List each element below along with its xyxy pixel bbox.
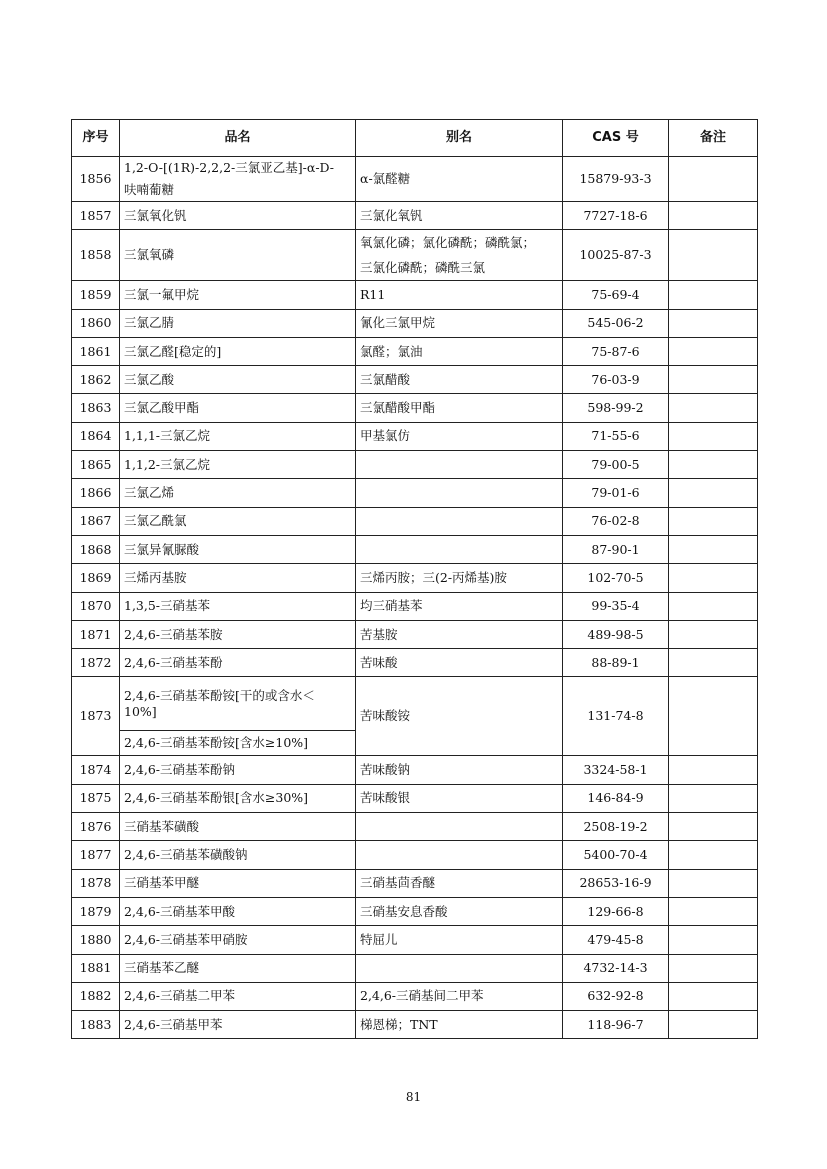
row-note (669, 394, 758, 422)
row-name-line: 呋喃葡糖 (124, 182, 175, 197)
row-cas: 489-98-5 (563, 620, 669, 648)
row-alias: R11 (356, 281, 563, 309)
row-note (669, 202, 758, 230)
table-row (72, 649, 758, 677)
row-note (669, 841, 758, 869)
row-name: 三氯乙酸甲酯 (120, 394, 356, 422)
row-no: 1880 (72, 926, 120, 954)
row-alias: 2,4,6-三硝基间二甲苯 (356, 982, 563, 1010)
row-name: 2,4,6-三硝基苯磺酸钠 (120, 841, 356, 869)
row-alias: 三硝基茴香醚 (356, 869, 563, 897)
row-name: 三氯氧磷 (120, 230, 356, 281)
table-row (72, 841, 758, 869)
row-no: 1873 (72, 677, 120, 756)
table-row (72, 926, 758, 954)
row-note (669, 756, 758, 784)
row-note (669, 649, 758, 677)
table-row (72, 451, 758, 479)
table-row (72, 869, 758, 897)
row-cas: 79-00-5 (563, 451, 669, 479)
row-no: 1857 (72, 202, 120, 230)
table-row (72, 202, 758, 230)
row-note (669, 230, 758, 281)
row-cas: 75-87-6 (563, 337, 669, 365)
row-name (120, 677, 356, 731)
table-row (72, 337, 758, 365)
row-note (669, 337, 758, 365)
row-alias: 苦味酸银 (356, 784, 563, 812)
row-note (669, 982, 758, 1010)
row-alias: 三硝基安息香酸 (356, 897, 563, 925)
row-alias: 三氯醋酸甲酯 (356, 394, 563, 422)
row-cas: 71-55-6 (563, 422, 669, 450)
table-row (72, 366, 758, 394)
row-name: 三氯乙酰氯 (120, 507, 356, 535)
row-no: 1863 (72, 394, 120, 422)
row-alias: 特屈儿 (356, 926, 563, 954)
row-no: 1877 (72, 841, 120, 869)
row-no: 1864 (72, 422, 120, 450)
row-note (669, 366, 758, 394)
row-note (669, 869, 758, 897)
row-no: 1876 (72, 813, 120, 841)
row-name: 1,3,5-三硝基苯 (120, 592, 356, 620)
table-row (72, 564, 758, 592)
chemical-list-table (71, 119, 758, 1039)
table-row (72, 592, 758, 620)
row-cas: 2508-19-2 (563, 813, 669, 841)
table-row (72, 954, 758, 982)
row-no: 1869 (72, 564, 120, 592)
table-row (72, 813, 758, 841)
table-body (72, 157, 758, 1039)
row-alias: 苦基胺 (356, 620, 563, 648)
row-name: 2,4,6-三硝基苯酚 (120, 649, 356, 677)
row-alias (356, 507, 563, 535)
table-row (72, 422, 758, 450)
row-alias: 苦味酸铵 (356, 677, 563, 756)
row-note (669, 784, 758, 812)
row-alias: 甲基氯仿 (356, 422, 563, 450)
table-row (72, 309, 758, 337)
row-name: 三氯乙腈 (120, 309, 356, 337)
row-cas: 10025-87-3 (563, 230, 669, 281)
row-name-sub: 2,4,6-三硝基苯酚铵[含水≥10%] (120, 731, 356, 756)
row-cas: 131-74-8 (563, 677, 669, 756)
row-alias (356, 841, 563, 869)
row-note (669, 620, 758, 648)
row-no: 1872 (72, 649, 120, 677)
row-no: 1858 (72, 230, 120, 281)
row-cas: 545-06-2 (563, 309, 669, 337)
row-cas: 598-99-2 (563, 394, 669, 422)
row-name: 三硝基苯乙醚 (120, 954, 356, 982)
row-cas: 7727-18-6 (563, 202, 669, 230)
row-name: 三氯氧化钒 (120, 202, 356, 230)
row-no: 1882 (72, 982, 120, 1010)
row-alias-line: 氧氯化磷；氯化磷酰；磷酰氯； (360, 235, 536, 251)
table-row (72, 677, 758, 731)
row-no: 1874 (72, 756, 120, 784)
row-no: 1860 (72, 309, 120, 337)
row-name-line: 1,2-O-[(1R)-2,2,2-三氯亚乙基]-α-D- (124, 160, 335, 175)
row-alias-line: 三氯化磷酰；磷酰三氯 (360, 260, 486, 276)
row-note (669, 479, 758, 507)
table-row (72, 897, 758, 925)
row-no: 1879 (72, 897, 120, 925)
row-alias: 氰化三氯甲烷 (356, 309, 563, 337)
row-alias: 苦味酸钠 (356, 756, 563, 784)
header-cas: CAS 号 (563, 120, 669, 157)
row-name: 三硝基苯磺酸 (120, 813, 356, 841)
row-alias: 均三硝基苯 (356, 592, 563, 620)
row-no: 1856 (72, 157, 120, 202)
row-name: 2,4,6-三硝基二甲苯 (120, 982, 356, 1010)
row-no: 1862 (72, 366, 120, 394)
header-note: 备注 (669, 120, 758, 157)
table-row (72, 535, 758, 563)
header-no: 序号 (72, 120, 120, 157)
row-alias: 三烯丙胺；三(2-丙烯基)胺 (356, 564, 563, 592)
row-cas: 88-89-1 (563, 649, 669, 677)
row-cas: 4732-14-3 (563, 954, 669, 982)
row-note (669, 813, 758, 841)
row-alias: 苦味酸 (356, 649, 563, 677)
table-row (72, 230, 758, 281)
row-cas: 15879-93-3 (563, 157, 669, 202)
row-name: 三氯乙酸 (120, 366, 356, 394)
row-alias (356, 813, 563, 841)
table-row (72, 620, 758, 648)
header-alias: 别名 (356, 120, 563, 157)
row-name-line: 10%] (124, 703, 157, 719)
row-cas: 146-84-9 (563, 784, 669, 812)
row-note (669, 157, 758, 202)
row-cas: 5400-70-4 (563, 841, 669, 869)
row-name-line: 2,4,6-三硝基苯酚铵[干的或含水＜ (124, 687, 315, 703)
row-note (669, 1011, 758, 1039)
row-alias (356, 230, 563, 281)
row-no: 1861 (72, 337, 120, 365)
table-row (72, 756, 758, 784)
row-no: 1881 (72, 954, 120, 982)
row-cas: 76-03-9 (563, 366, 669, 394)
row-name: 三氯一氟甲烷 (120, 281, 356, 309)
row-no: 1865 (72, 451, 120, 479)
row-name: 2,4,6-三硝基甲苯 (120, 1011, 356, 1039)
row-alias: α-氯醛糖 (356, 157, 563, 202)
row-alias (356, 451, 563, 479)
table-row (72, 281, 758, 309)
row-name: 2,4,6-三硝基苯酚钠 (120, 756, 356, 784)
row-note (669, 564, 758, 592)
row-alias: 梯恩梯；TNT (356, 1011, 563, 1039)
row-alias: 氯醛；氯油 (356, 337, 563, 365)
table-row (72, 507, 758, 535)
table-row (72, 157, 758, 202)
row-name: 2,4,6-三硝基苯甲酸 (120, 897, 356, 925)
row-cas: 79-01-6 (563, 479, 669, 507)
table-row (72, 982, 758, 1010)
row-alias: 三氯醋酸 (356, 366, 563, 394)
row-no: 1866 (72, 479, 120, 507)
row-name: 三烯丙基胺 (120, 564, 356, 592)
row-cas: 75-69-4 (563, 281, 669, 309)
row-no: 1868 (72, 535, 120, 563)
row-name: 2,4,6-三硝基苯酚银[含水≥30%] (120, 784, 356, 812)
row-cas: 3324-58-1 (563, 756, 669, 784)
row-cas: 129-66-8 (563, 897, 669, 925)
page-number: 81 (405, 1090, 422, 1104)
row-no: 1883 (72, 1011, 120, 1039)
row-no: 1867 (72, 507, 120, 535)
row-note (669, 451, 758, 479)
row-no: 1871 (72, 620, 120, 648)
table-row (72, 1011, 758, 1039)
row-name: 2,4,6-三硝基苯胺 (120, 620, 356, 648)
row-cas: 102-70-5 (563, 564, 669, 592)
row-name (120, 157, 356, 202)
row-cas: 99-35-4 (563, 592, 669, 620)
row-cas: 87-90-1 (563, 535, 669, 563)
row-cas: 76-02-8 (563, 507, 669, 535)
row-cas: 118-96-7 (563, 1011, 669, 1039)
row-no: 1859 (72, 281, 120, 309)
row-name: 三氯乙烯 (120, 479, 356, 507)
row-name: 2,4,6-三硝基苯甲硝胺 (120, 926, 356, 954)
table-row (72, 394, 758, 422)
row-note (669, 954, 758, 982)
row-cas: 479-45-8 (563, 926, 669, 954)
row-no: 1870 (72, 592, 120, 620)
row-note (669, 677, 758, 756)
table-row (72, 479, 758, 507)
row-cas: 632-92-8 (563, 982, 669, 1010)
table-header-row (72, 120, 758, 157)
row-note (669, 535, 758, 563)
row-no: 1878 (72, 869, 120, 897)
row-name: 三氯乙醛[稳定的] (120, 337, 356, 365)
row-name: 三氯异氰脲酸 (120, 535, 356, 563)
row-name: 1,1,1-三氯乙烷 (120, 422, 356, 450)
header-name: 品名 (120, 120, 356, 157)
row-note (669, 281, 758, 309)
row-alias (356, 954, 563, 982)
row-note (669, 507, 758, 535)
row-alias (356, 535, 563, 563)
row-note (669, 309, 758, 337)
row-name: 三硝基苯甲醚 (120, 869, 356, 897)
row-name: 1,1,2-三氯乙烷 (120, 451, 356, 479)
table-row (72, 784, 758, 812)
row-note (669, 592, 758, 620)
row-note (669, 926, 758, 954)
row-alias (356, 479, 563, 507)
row-note (669, 422, 758, 450)
row-alias: 三氯化氧钒 (356, 202, 563, 230)
row-no: 1875 (72, 784, 120, 812)
row-note (669, 897, 758, 925)
row-cas: 28653-16-9 (563, 869, 669, 897)
